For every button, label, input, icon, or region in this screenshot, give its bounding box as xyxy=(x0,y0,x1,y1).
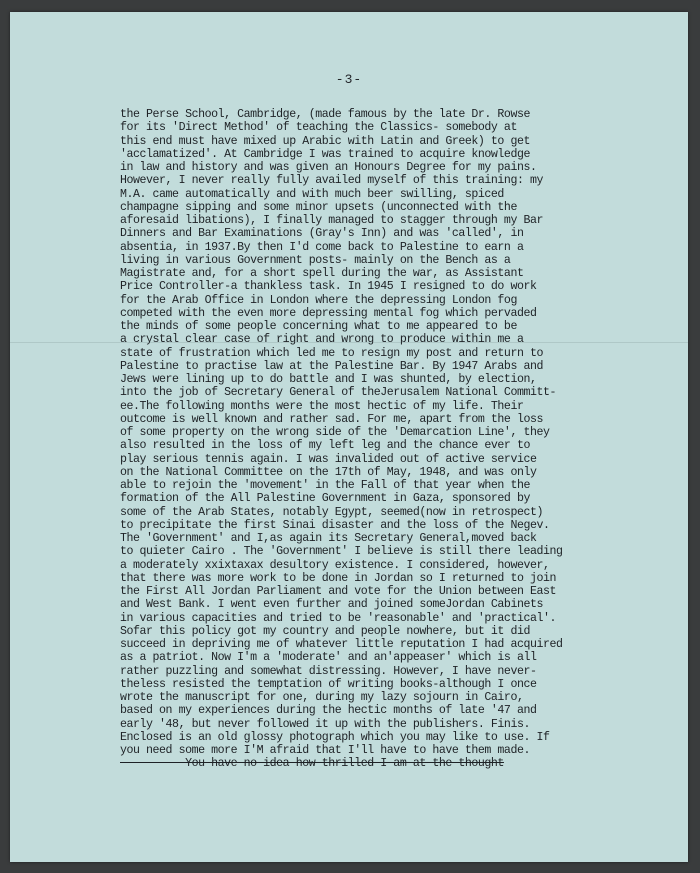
text-line: theless resisted the temptation of writing books-although I once xyxy=(120,677,537,691)
text-line: champagne sipping and some minor upsets (unconnected with the xyxy=(120,200,517,214)
text-line: wrote the manuscript for one, during my lazy sojourn in Cairo, xyxy=(120,691,524,704)
letter-body xyxy=(120,108,563,771)
text-line: Magistrate and, for a short spell during the war, as Assistant xyxy=(120,267,524,280)
text-line: Sofar this policy got my country and people nowhere, but it did xyxy=(120,624,530,638)
text-line: However, I never really fully availed myself of this training: my xyxy=(120,174,543,188)
text-line: to quieter Cairo . The 'Government' I believe is still there leading xyxy=(120,545,563,559)
typewritten-letter-page xyxy=(10,12,688,862)
text-line: Price Controller-a thankless task. In 1945 I resigned to do work xyxy=(120,280,537,294)
text-line: that there was more work to be done in Jordan so I returned to join xyxy=(120,571,556,585)
text-line: into the job of Secretary General of theJerusalem National Committ- xyxy=(120,386,556,400)
page-number: -3- xyxy=(335,72,363,87)
text-line: some of the Arab States, notably Egypt, seemed(now in retrospect) xyxy=(120,505,543,519)
text-line: you need some more I'M afraid that I'll have to have them made. xyxy=(120,744,530,757)
text-line: of some property on the wrong side of the 'Demarcation Line', they xyxy=(120,426,550,439)
text-line: for the Arab Office in London where the depressing London fog xyxy=(120,293,517,307)
text-line: Jews were lining up to do battle and I was shunted, by election, xyxy=(120,373,537,386)
text-line: competed with the even more depressing mental fog which pervaded xyxy=(120,306,537,320)
text-line: also resulted in the loss of my left leg and the chance ever to xyxy=(120,439,530,453)
text-line: outcome is well known and rather sad. For me, apart from the loss xyxy=(120,412,543,426)
text-line: Dinners and Bar Examinations (Gray's Inn) and was 'called', in xyxy=(120,227,524,241)
text-line: a moderately xxixtaxax desultory existence. I considered, however, xyxy=(120,558,550,572)
text-line: the minds of some people concerning what to me appeared to be xyxy=(120,320,517,333)
text-line: on the National Committee on the 17th of May, 1948, and was only xyxy=(120,465,537,479)
text-line: succeed in depriving me of whatever little reputation I had acquired xyxy=(120,638,563,651)
text-line: as a patriot. Now I'm a 'moderate' and an'appeaser' which is all xyxy=(120,651,537,665)
text-line: and West Bank. I went even further and joined someJordan Cabinets xyxy=(120,598,543,612)
text-line: formation of the All Palestine Government in Gaza, sponsored by xyxy=(120,492,530,506)
text-line: able to rejoin the 'movement' in the Fall of that year when the xyxy=(120,479,530,492)
text-line: ee.The following months were the most hectic of my life. Their xyxy=(120,399,524,413)
text-line: a crystal clear case of right and wrong to produce within me a xyxy=(120,333,524,347)
text-line: early '48, but never followed it up with the publishers. Finis. xyxy=(120,717,530,731)
text-line: The 'Government' and I,as again its Secretary General,moved back xyxy=(120,532,537,545)
text-line: Palestine to practise law at the Palestine Bar. By 1947 Arabs and xyxy=(120,359,543,373)
text-line: state of frustration which led me to resign my post and return to xyxy=(120,346,543,360)
text-line: aforesaid libations), I finally managed to stagger through my Bar xyxy=(120,214,543,227)
text-line: 'acclamatized'. At Cambridge I was trained to acquire knowledge xyxy=(120,147,530,161)
struck-through-line: You have no idea how thrilled I am at the thought xyxy=(120,757,504,771)
text-line: the First All Jordan Parliament and vote for the Union between East xyxy=(120,585,556,598)
text-line: in law and history and was given an Honours Degree for my pains. xyxy=(120,161,537,174)
text-line: living in various Government posts- mainly on the Bench as a xyxy=(120,253,511,267)
text-line: M.A. came automatically and with much beer swilling, spiced xyxy=(120,187,504,201)
text-line: this end must have mixed up Arabic with Latin and Greek) to get xyxy=(120,134,530,148)
text-line: in various capacities and tried to be 'reasonable' and 'practical'. xyxy=(120,611,556,625)
text-line: for its 'Direct Method' of teaching the Classics- somebody at xyxy=(120,121,517,135)
text-line: play serious tennis again. I was invalided out of active service xyxy=(120,452,537,466)
text-line: to precipitate the first Sinai disaster and the loss of the Negev. xyxy=(120,518,550,532)
text-line: rather puzzling and somewhat distressing. However, I have never- xyxy=(120,664,537,678)
text-line: Enclosed is an old glossy photograph which you may like to use. If xyxy=(120,730,550,744)
text-line: the Perse School, Cambridge, (made famous by the late Dr. Rowse xyxy=(120,108,530,121)
text-line: based on my experiences during the hectic months of late '47 and xyxy=(120,704,537,718)
text-line: absentia, in 1937.By then I'd come back to Palestine to earn a xyxy=(120,240,524,254)
